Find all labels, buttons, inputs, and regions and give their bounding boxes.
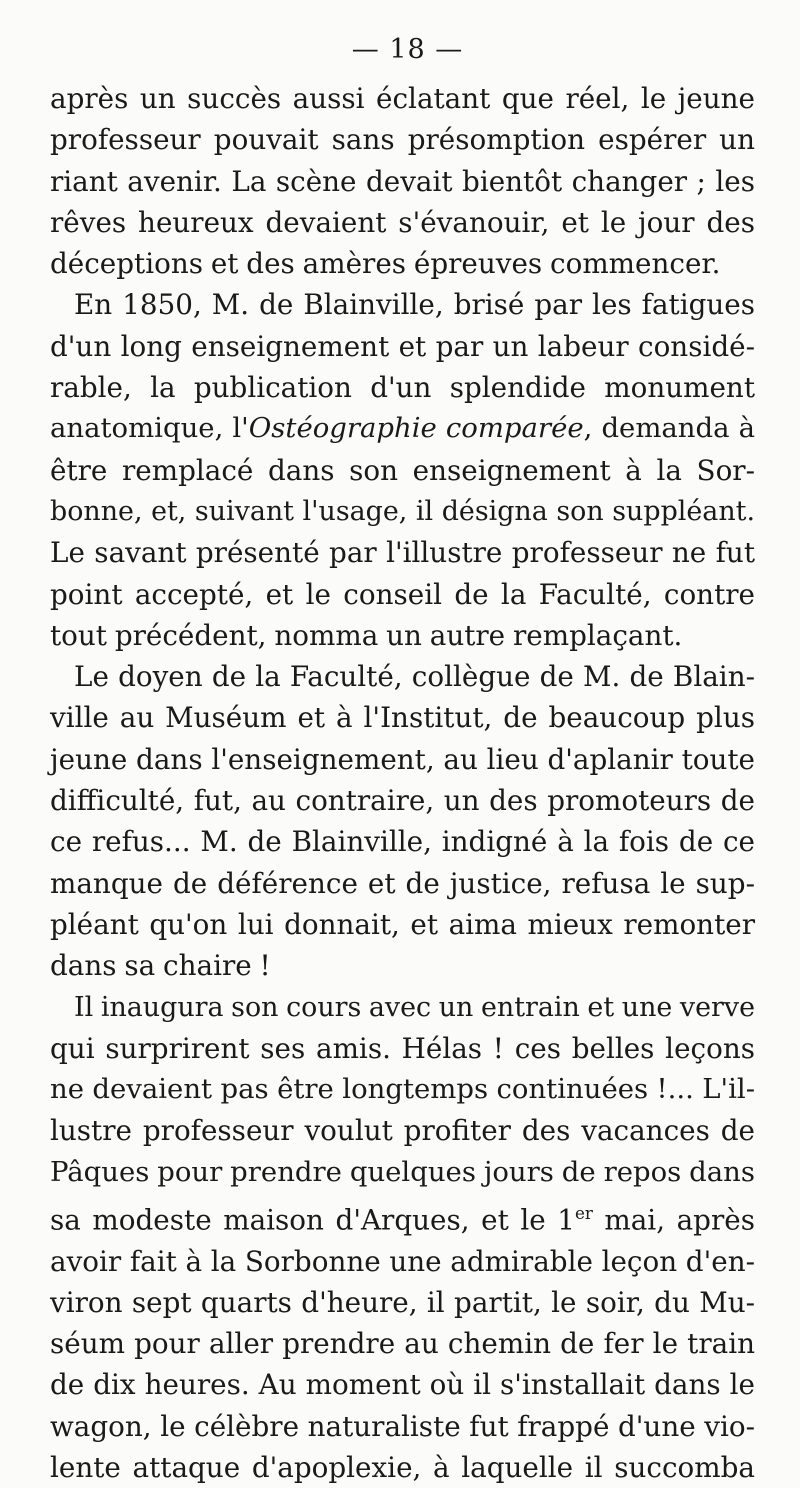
text-line: point accepté, et le conseil de la Faculté, contre	[50, 577, 755, 611]
text-line: dans sa chaire !	[50, 949, 271, 983]
text-line: Le doyen de la Faculté, collègue de M. de Blain-	[74, 660, 755, 694]
book-page	[50, 30, 755, 1488]
text-line: manque de déférence et de justice, refusa le sup-	[50, 866, 755, 900]
book-title: Ostéographie comparée	[248, 412, 584, 445]
text-line: pléant qu'on lui donnait, et aima mieux remonter	[50, 907, 755, 941]
text-line: ne devaient pas être longtemps continuées !... L'il-	[50, 1073, 755, 1106]
text-line: wagon, le célèbre naturaliste fut frappé d'une vio-	[50, 1409, 755, 1443]
text-line: Il inaugura son cours avec un entrain et une verve	[74, 991, 755, 1023]
text-line: qui surprirent ses amis. Hélas ! ces belles leçons	[50, 1031, 755, 1065]
text-line: rêves heureux devaient s'évanouir, et le jour des	[50, 205, 755, 239]
text-line: ville au Muséum et à l'Institut, de beaucoup plus	[50, 701, 755, 735]
page-number: — 18 —	[351, 34, 464, 65]
ordinal-suffix: er	[574, 1204, 593, 1224]
text-line-italic-title: anatomique, l'Ostéographie comparée, demanda à	[50, 412, 755, 445]
text-line: avoir fait à la Sorbonne une admirable leçon d'en-	[50, 1244, 755, 1278]
text-line: lente attaque d'apoplexie, à laquelle il succomba	[50, 1451, 755, 1485]
text-line: déceptions et des amères épreuves commencer.	[50, 247, 721, 281]
text-line: sa modeste maison d'Arques, et le 1er mai, après	[50, 1203, 755, 1237]
text-line: d'un long enseignement et par un labeur considé-	[50, 329, 755, 363]
text-line: bonne, et, suivant l'usage, il désigna son suppléant.	[50, 495, 755, 527]
text-line: ce refus... M. de Blainville, indigné à la fois de ce	[50, 825, 755, 859]
paragraph-1	[50, 78, 755, 284]
text-line: En 1850, M. de Blainville, brisé par les fatigues	[74, 288, 755, 322]
text-line: difficulté, fut, au contraire, un des promoteurs de	[50, 784, 755, 818]
text-line: viron sept quarts d'heure, il partit, le soir, du Mu-	[50, 1285, 755, 1319]
text-line: séum pour aller prendre au chemin de fer le train	[50, 1327, 755, 1361]
text-line: Pâques pour prendre quelques jours de repos dans	[50, 1155, 755, 1188]
paragraph-2	[50, 284, 755, 656]
text-line: lustre professeur voulut profiter des vacances de	[50, 1114, 755, 1148]
text-line: après un succès aussi éclatant que réel, le jeune	[50, 82, 755, 115]
paragraph-4	[50, 987, 755, 1488]
text-line: tout précédent, nomma un autre remplaçant.	[50, 618, 683, 652]
text-line: riant avenir. La scène devait bientôt changer ; les	[50, 164, 755, 198]
text-line: professeur pouvait sans présomption espérer un	[50, 123, 755, 157]
text-line: Le savant présenté par l'illustre professeur ne fut	[50, 536, 755, 570]
text-line: être remplacé dans son enseignement à la Sor-	[50, 453, 755, 487]
paragraph-3	[50, 656, 755, 986]
text-line: rable, la publication d'un splendide monument	[50, 371, 755, 405]
text-line: jeune dans l'enseignement, au lieu d'aplanir toute	[50, 742, 755, 776]
text-line: de dix heures. Au moment où il s'installait dans le	[50, 1368, 755, 1402]
